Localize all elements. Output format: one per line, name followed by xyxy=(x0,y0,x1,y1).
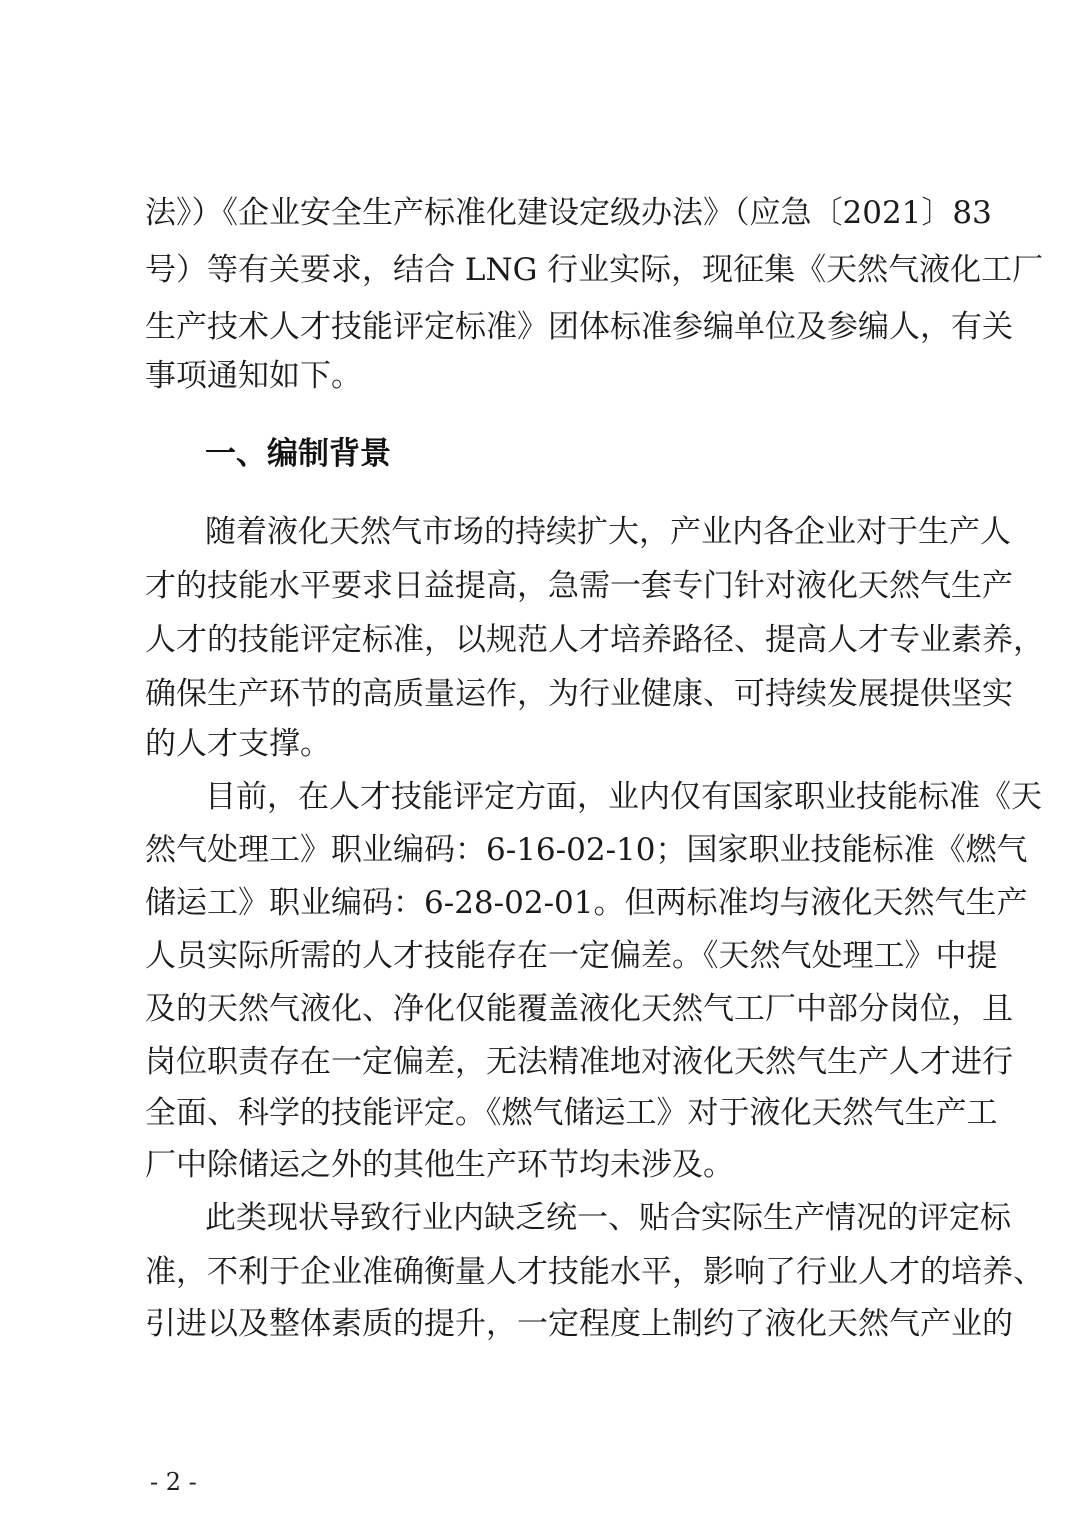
paragraph-line: 然气处理工》职业编码：6-16-02-10；国家职业技能标准《燃气 xyxy=(145,832,1028,868)
page-number: - 2 - xyxy=(150,1468,197,1496)
paragraph-line: 及的天然气液化、净化仅能覆盖液化天然气工厂中部分岗位，且 xyxy=(145,991,1013,1027)
intro-line: 生产技术人才技能评定标准》团体标准参编单位及参编人，有关 xyxy=(145,309,1013,345)
paragraph-line: 确保生产环节的高质量运作，为行业健康、可持续发展提供坚实 xyxy=(145,676,1013,712)
paragraph-line: 全面、科学的技能评定。《燃气储运工》对于液化天然气生产工 xyxy=(145,1095,998,1131)
intro-line: 法》）《企业安全生产标准化建设定级办法》（应急〔2021〕83 xyxy=(145,195,992,231)
paragraph-line: 岗位职责存在一定偏差，无法精准地对液化天然气生产人才进行 xyxy=(145,1044,1013,1080)
paragraph-line: 准，不利于企业准确衡量人才技能水平，影响了行业人才的培养、 xyxy=(145,1254,1044,1290)
paragraph-line: 才的技能水平要求日益提高，急需一套专门针对液化天然气生产 xyxy=(145,568,1013,604)
paragraph-line: 人员实际所需的人才技能存在一定偏差。《天然气处理工》中提 xyxy=(145,938,998,974)
intro-line: 事项通知如下。 xyxy=(145,358,362,394)
paragraph-line: 人才的技能评定标准，以规范人才培养路径、提高人才专业素养， xyxy=(145,622,1044,658)
paragraph-line: 厂中除储运之外的其他生产环节均未涉及。 xyxy=(145,1147,734,1183)
paragraph-line: 目前，在人才技能评定方面，业内仅有国家职业技能标准《天 xyxy=(205,779,1042,815)
paragraph-line: 引进以及整体素质的提升，一定程度上制约了液化天然气产业的 xyxy=(145,1306,1013,1342)
paragraph-line: 的人才支撑。 xyxy=(145,726,331,762)
paragraph-line: 此类现状导致行业内缺乏统一、贴合实际生产情况的评定标 xyxy=(205,1200,1011,1236)
paragraph-line: 随着液化天然气市场的持续扩大，产业内各企业对于生产人 xyxy=(205,514,1011,550)
intro-line: 号）等有关要求，结合 LNG 行业实际，现征集《天然气液化工厂 xyxy=(145,252,1044,288)
paragraph-line: 储运工》职业编码：6-28-02-01。但两标准均与液化天然气生产 xyxy=(145,885,1028,921)
section-heading: 一、编制背景 xyxy=(205,436,391,472)
